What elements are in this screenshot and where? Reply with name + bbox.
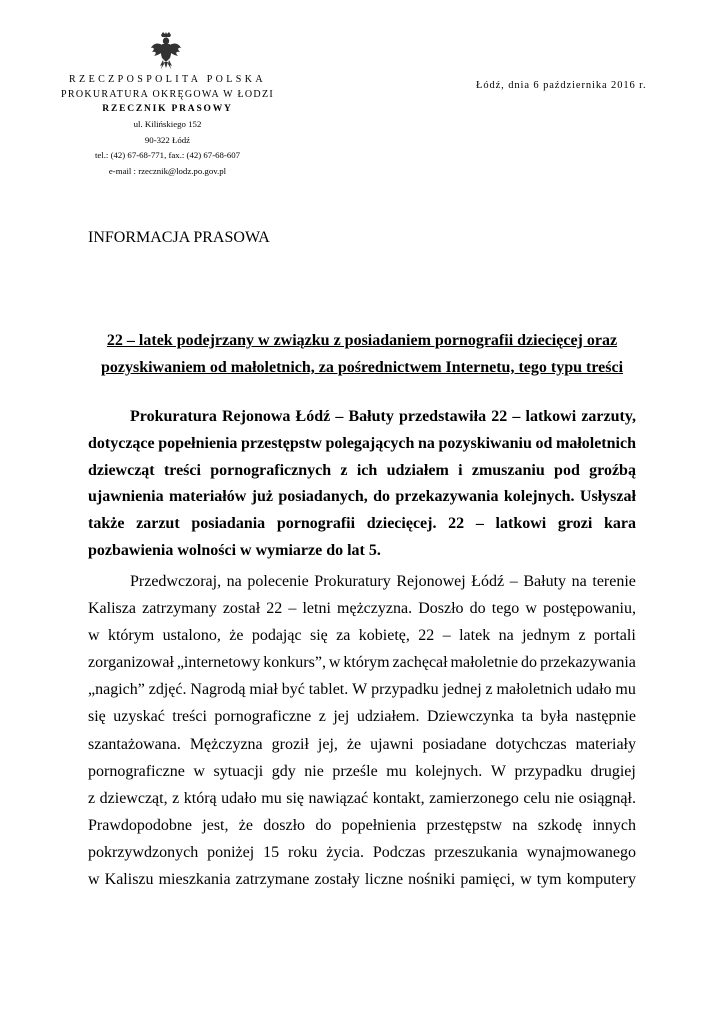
- word: w: [88, 627, 100, 645]
- letterhead-office: PROKURATURA OKRĘGOWA W ŁODZI: [61, 89, 274, 100]
- word: materiałów: [168, 488, 247, 506]
- word: na: [417, 434, 435, 452]
- word: 22: [448, 515, 465, 533]
- body-line: [88, 649, 636, 676]
- word: –: [288, 600, 297, 618]
- lead-line: [88, 511, 636, 538]
- word: materiały: [575, 735, 636, 753]
- word: zmuszaniu: [471, 461, 545, 479]
- word: doszło: [263, 816, 306, 834]
- body-line: [88, 622, 636, 649]
- word: nie: [304, 762, 324, 780]
- word: konkurs”,: [263, 654, 326, 672]
- body-line: [88, 866, 636, 893]
- letterhead: [40, 72, 295, 179]
- letterhead-department: RZECZNIK PRASOWY: [102, 104, 233, 114]
- word: i: [458, 461, 463, 479]
- word: w: [525, 600, 537, 618]
- word: z: [172, 789, 180, 807]
- word: pamięci,: [460, 871, 515, 889]
- word: przeszukania: [434, 843, 518, 861]
- word: ustalono,: [162, 627, 221, 645]
- word: –: [442, 627, 451, 645]
- word: Usłyszał: [579, 488, 636, 506]
- word: posiadanych,: [278, 488, 368, 506]
- word: z: [340, 461, 348, 479]
- word: Łódź: [471, 573, 505, 590]
- word: –: [512, 408, 521, 425]
- word: kobietę,: [358, 627, 410, 645]
- word: Kaliszu: [104, 871, 154, 889]
- word: z: [485, 681, 493, 699]
- word: „nagich”: [88, 681, 145, 699]
- word: ujawnienia: [88, 488, 164, 506]
- word: Prokuratury: [314, 573, 391, 590]
- word: polecenie: [247, 573, 309, 590]
- body-line: [88, 595, 636, 622]
- word: dziewcząt,: [99, 789, 168, 807]
- word: dotychczas: [495, 735, 567, 753]
- word: w: [520, 871, 532, 889]
- body-line: [88, 731, 636, 758]
- word: z: [88, 789, 96, 807]
- word: Mężczyzna: [189, 735, 263, 753]
- word: kolejnych.: [415, 762, 483, 780]
- word: małoletnich: [496, 681, 573, 699]
- word: latkowi: [495, 515, 547, 533]
- letterhead-country: RZECZPOSPOLITA POLSKA: [68, 74, 266, 85]
- word: pozyskiwaniu: [438, 434, 532, 452]
- word: zostały: [314, 871, 360, 889]
- word: pornografii: [276, 515, 356, 533]
- word: udziałem.: [356, 708, 420, 726]
- word: przypadku: [514, 762, 582, 780]
- word: groźbą: [589, 461, 636, 479]
- word: postępowaniu,: [543, 600, 636, 618]
- word: na: [498, 627, 514, 645]
- word: małoletnich: [555, 434, 636, 452]
- word: innych: [592, 816, 636, 834]
- word: celu: [523, 789, 551, 807]
- word: się: [309, 627, 328, 645]
- word: szantażowana.: [88, 735, 181, 753]
- word: drugiej: [590, 762, 636, 780]
- word: W: [490, 762, 506, 780]
- word: liczne: [364, 871, 404, 889]
- word: nie: [554, 789, 575, 807]
- word: treści: [172, 708, 207, 726]
- word: na: [512, 816, 528, 834]
- word: Doszło: [418, 600, 464, 618]
- word: którym: [107, 627, 155, 645]
- polish-eagle-emblem-icon: [150, 32, 182, 70]
- word: się: [88, 708, 106, 726]
- word: udało: [575, 681, 612, 699]
- word: groził: [271, 735, 309, 753]
- word: pokrzywdzonych: [88, 843, 199, 861]
- word: terenie: [592, 573, 636, 590]
- word: –: [509, 573, 518, 590]
- word: dziecięcej.: [366, 515, 437, 533]
- lead-line: [88, 431, 636, 458]
- word: dziewcząt: [88, 461, 155, 479]
- document-heading: INFORMACJA PRASOWA: [88, 229, 270, 246]
- letterhead-phone: tel.: (42) 67-68-771, fax.: (42) 67-68-607: [94, 150, 241, 160]
- word: mu: [261, 789, 282, 807]
- word: prześle: [332, 762, 378, 780]
- word: zorganizował: [88, 654, 174, 672]
- word: nawiązać: [308, 789, 369, 807]
- word: pornograficzne: [214, 708, 312, 726]
- headline-line: pozyskiwaniem od małoletnich, za pośrednictwem Internetu, tego typu treści: [100, 359, 624, 376]
- word: polegających: [325, 434, 415, 452]
- word: jednej: [442, 681, 482, 699]
- word: osiągnął.: [578, 789, 636, 807]
- word: pod: [554, 461, 580, 479]
- word: ta: [521, 708, 534, 726]
- word: zarzuty,: [581, 408, 636, 425]
- word: popełnienia: [158, 434, 238, 452]
- word: na: [226, 573, 242, 590]
- letterhead-email: e-mail : rzecznik@lodz.po.gov.pl: [108, 165, 227, 176]
- word: przestępstw: [426, 816, 503, 834]
- word: przestępstw: [241, 434, 322, 452]
- word: życia.: [326, 843, 364, 861]
- body-line: [88, 676, 636, 703]
- word: ich: [356, 461, 378, 479]
- word: grozi: [557, 515, 593, 533]
- word: tablet.: [308, 681, 349, 699]
- word: latkowi: [525, 408, 577, 425]
- lead-line: [88, 458, 636, 485]
- lead-line: [88, 484, 636, 511]
- body-line: [88, 568, 636, 595]
- word: szkodę: [537, 816, 583, 834]
- lead-line: [88, 404, 636, 431]
- word: przypadku: [371, 681, 439, 699]
- word: pornograficznych: [210, 461, 332, 479]
- document-date: Łódź, dnia 6 października 2016 r.: [476, 80, 647, 91]
- word: Prokuratura: [130, 408, 217, 425]
- word: „internetowy: [176, 654, 261, 672]
- word: Przedwczoraj,: [130, 573, 222, 590]
- word: z: [318, 708, 326, 726]
- word: udziałem: [386, 461, 449, 479]
- word: –: [335, 408, 344, 425]
- word: zatrzymane: [235, 871, 310, 889]
- word: posiadania: [191, 515, 266, 533]
- word: jednym: [522, 627, 571, 645]
- word: letni: [302, 600, 331, 618]
- headline-line: 22 – latek podejrzany w związku z posiadaniem pornografii dziecięcej oraz: [106, 332, 618, 349]
- word: treści: [163, 461, 201, 479]
- lead-line: pozbawienia wolności w wymiarze do lat 5.: [88, 541, 381, 559]
- word: zatrzymany: [142, 600, 217, 618]
- word: do: [315, 816, 332, 834]
- word: do: [521, 654, 538, 672]
- word: tym: [536, 871, 562, 889]
- word: 22: [266, 600, 283, 618]
- word: mu: [386, 762, 407, 780]
- word: zdjęć.: [148, 681, 187, 699]
- word: Prawdopodobne: [88, 816, 192, 834]
- word: zachęcał: [392, 654, 448, 672]
- word: 22: [418, 627, 435, 645]
- word: była: [540, 708, 569, 726]
- word: zarzut: [136, 515, 180, 533]
- word: –: [475, 515, 484, 533]
- word: W: [352, 681, 368, 699]
- body-line: [88, 839, 636, 866]
- word: z: [578, 627, 586, 645]
- word: został: [222, 600, 261, 618]
- word: nośniki: [408, 871, 456, 889]
- word: do: [469, 600, 486, 618]
- word: popełnienia: [341, 816, 417, 834]
- word: mu: [615, 681, 636, 699]
- word: gdy: [271, 762, 296, 780]
- word: następnie: [575, 708, 636, 726]
- word: portali: [594, 627, 636, 645]
- word: przedstawiła: [398, 408, 487, 425]
- word: Rejonowa: [221, 408, 291, 425]
- word: miał: [249, 681, 278, 699]
- word: posiadane: [422, 735, 487, 753]
- word: sytuacji: [213, 762, 264, 780]
- word: Kalisza: [88, 600, 136, 618]
- word: że: [238, 816, 253, 834]
- word: którą: [183, 789, 217, 807]
- lead-paragraph: [88, 404, 636, 565]
- word: od: [535, 434, 553, 452]
- word: 22: [491, 408, 508, 425]
- body-line: [88, 703, 636, 730]
- word: jej: [333, 708, 350, 726]
- word: podając: [251, 627, 302, 645]
- word: ujawni: [370, 735, 414, 753]
- word: komputery: [566, 871, 636, 889]
- word: w: [88, 871, 100, 889]
- word: być: [281, 681, 305, 699]
- body-line: [88, 758, 636, 785]
- word: także: [88, 515, 125, 533]
- word: Bałuty: [348, 408, 394, 425]
- word: w: [328, 654, 341, 672]
- word: kontakt,: [372, 789, 425, 807]
- word: się: [286, 789, 305, 807]
- press-release-headline: [88, 327, 636, 381]
- word: dotyczące: [88, 434, 155, 452]
- word: że: [229, 627, 244, 645]
- word: poniżej: [207, 843, 255, 861]
- body-line: [88, 785, 636, 812]
- word: kolejnych.: [503, 488, 575, 506]
- word: małoletnie: [450, 654, 519, 672]
- word: zamierzonego: [429, 789, 519, 807]
- word: pornograficzne: [88, 762, 185, 780]
- word: tego: [491, 600, 520, 618]
- word: Bałuty: [523, 573, 567, 590]
- word: że: [346, 735, 362, 753]
- word: już: [251, 488, 273, 506]
- word: mężczyzna.: [337, 600, 413, 618]
- body-line: [88, 812, 636, 839]
- word: roku: [288, 843, 318, 861]
- word: wynajmowanego: [526, 843, 636, 861]
- word: jest,: [202, 816, 229, 834]
- letterhead-city: 90-322 Łódź: [144, 134, 191, 145]
- word: przekazywania: [395, 488, 499, 506]
- body-paragraph: [88, 568, 636, 893]
- word: latek: [459, 627, 491, 645]
- word: Łódź: [295, 408, 331, 425]
- word: Podczas: [372, 843, 426, 861]
- word: Rejonowej: [396, 573, 466, 590]
- word: udało: [221, 789, 257, 807]
- word: na: [571, 573, 587, 590]
- letterhead-street: ul. Kilińskiego 152: [133, 119, 202, 129]
- word: uzyskać: [113, 708, 165, 726]
- word: przekazywania: [539, 654, 636, 672]
- word: mieszkania: [158, 871, 231, 889]
- word: jej,: [317, 735, 338, 753]
- word: w: [193, 762, 205, 780]
- word: kara: [603, 515, 636, 533]
- word: za: [336, 627, 351, 645]
- word: którym: [343, 654, 390, 672]
- word: Dziewczynka: [426, 708, 515, 726]
- word: 15: [263, 843, 280, 861]
- word: do: [373, 488, 390, 506]
- word: Nagrodą: [190, 681, 246, 699]
